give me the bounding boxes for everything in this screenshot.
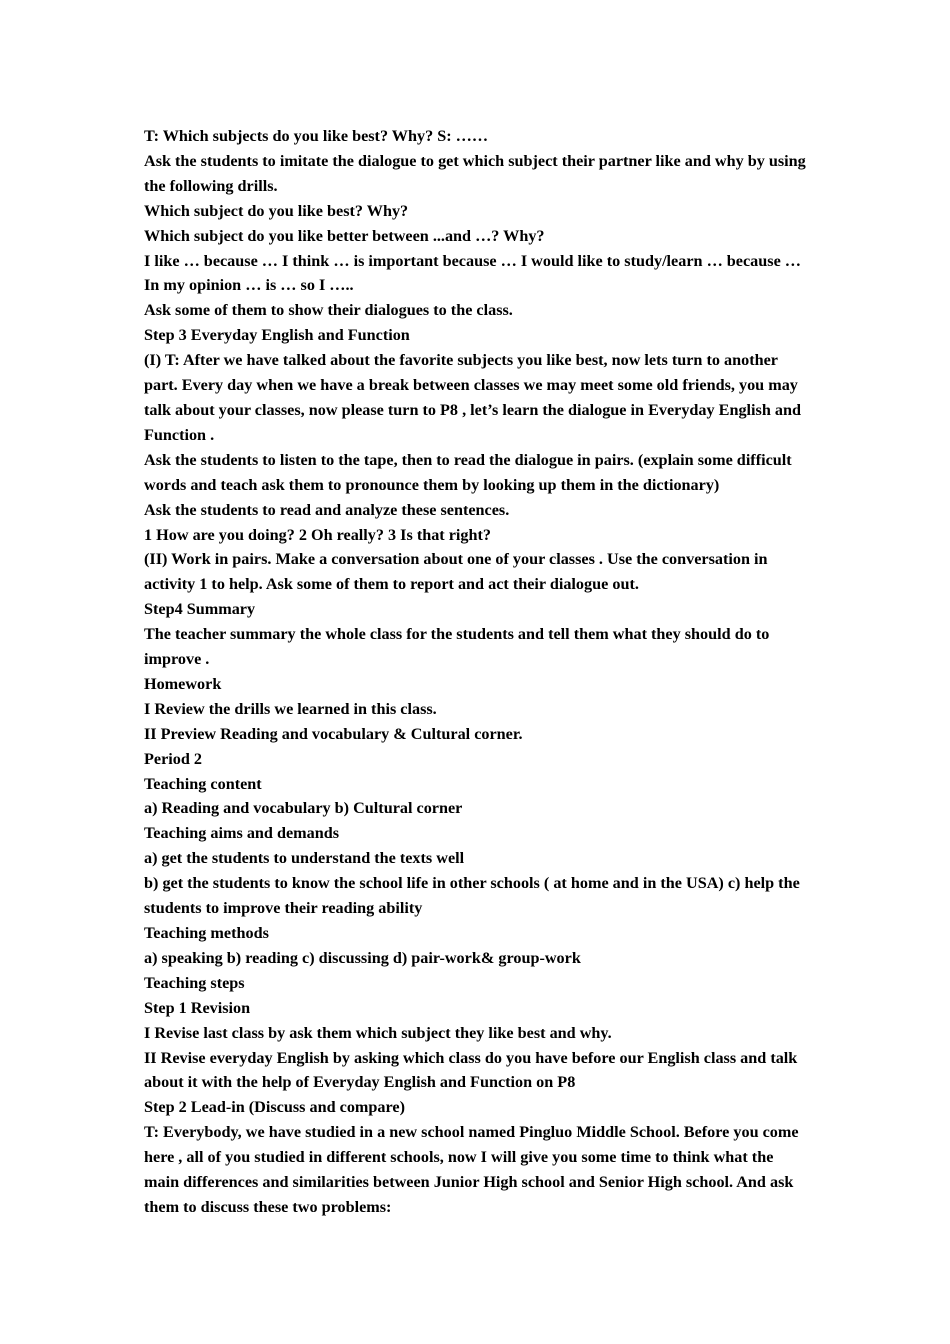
step-heading: Step 2 Lead-in (Discuss and compare): [144, 1098, 405, 1117]
dialogue-prompt: T: Which subjects do you like best? Why? S: ……: [144, 127, 489, 145]
homework-item: II Preview Reading and vocabulary & Cultural corner.: [144, 724, 523, 743]
homework-item: I Review the drills we learned in this class.: [144, 699, 437, 718]
document-body: [144, 124, 808, 1220]
section-heading: Step4 Summary: [144, 600, 256, 619]
period-heading: Period 2: [144, 749, 202, 768]
instruction-paragraph: T: Everybody, we have studied in a new school named Pingluo Middle School. Before you come here , all of you studied in different schools, now I will give you some time to think what the main differences and similarities between Junior High school and Senior High school. And ask them to discuss these two problems:: [144, 1123, 799, 1216]
instruction-paragraph: Ask the students to listen to the tape, then to read the dialogue in pairs. (explain some difficult words and teach ask them to pronounce them by looking up them in the dictionary): [144, 450, 792, 494]
aim-item: b) get the students to know the school life in other schools ( at home and in the USA) c) help the students to improve their reading ability: [144, 874, 800, 918]
instruction-paragraph: The teacher summary the whole class for the students and tell them what they should do to improve .: [144, 625, 770, 669]
section-heading: Teaching aims and demands: [144, 824, 340, 843]
instruction-paragraph: Ask the students to imitate the dialogue to get which subject their partner like and why by using the following drills.: [144, 151, 806, 195]
method-item: a) speaking b) reading c) discussing d) pair-work& group-work: [144, 948, 581, 967]
revision-item: I Revise last class by ask them which subject they like best and why.: [144, 1023, 612, 1042]
section-heading: Teaching steps: [144, 973, 245, 992]
drill-line: Which subject do you like best? Why?: [144, 201, 409, 220]
section-heading: Teaching content: [144, 774, 262, 793]
instruction-paragraph: (II) Work in pairs. Make a conversation about one of your classes . Use the conversation in activity 1 to help. Ask some of them to report and act their dialogue out.: [144, 550, 768, 594]
instruction-paragraph: (I) T: After we have talked about the favorite subjects you like best, now lets turn to another part. Every day when we have a break between classes we may meet some old friends, you may talk about your classes, now please turn to P8 , let’s learn the dialogue in Everyday English and Function .: [144, 351, 801, 444]
section-heading: Teaching methods: [144, 924, 269, 942]
sentence-list: 1 How are you doing? 2 Oh really? 3 Is that right?: [144, 525, 492, 544]
section-heading: Step 3 Everyday English and Function: [144, 326, 410, 345]
content-item: a) Reading and vocabulary b) Cultural corner: [144, 799, 463, 818]
drill-line: I like … because … I think … is important because … I would like to study/learn … because … In my opinion … is … so I …..: [144, 251, 801, 295]
aim-item: a) get the students to understand the texts well: [144, 849, 465, 868]
instruction-paragraph: Ask some of them to show their dialogues to the class.: [144, 301, 513, 320]
step-heading: Step 1 Revision: [144, 998, 251, 1017]
instruction-paragraph: Ask the students to read and analyze these sentences.: [144, 500, 510, 519]
revision-item: II Revise everyday English by asking which class do you have before our English class and talk about it with the help of Everyday English and Function on P8: [144, 1048, 798, 1092]
section-heading: Homework: [144, 674, 222, 693]
drill-line: Which subject do you like better between ...and …? Why?: [144, 226, 545, 245]
